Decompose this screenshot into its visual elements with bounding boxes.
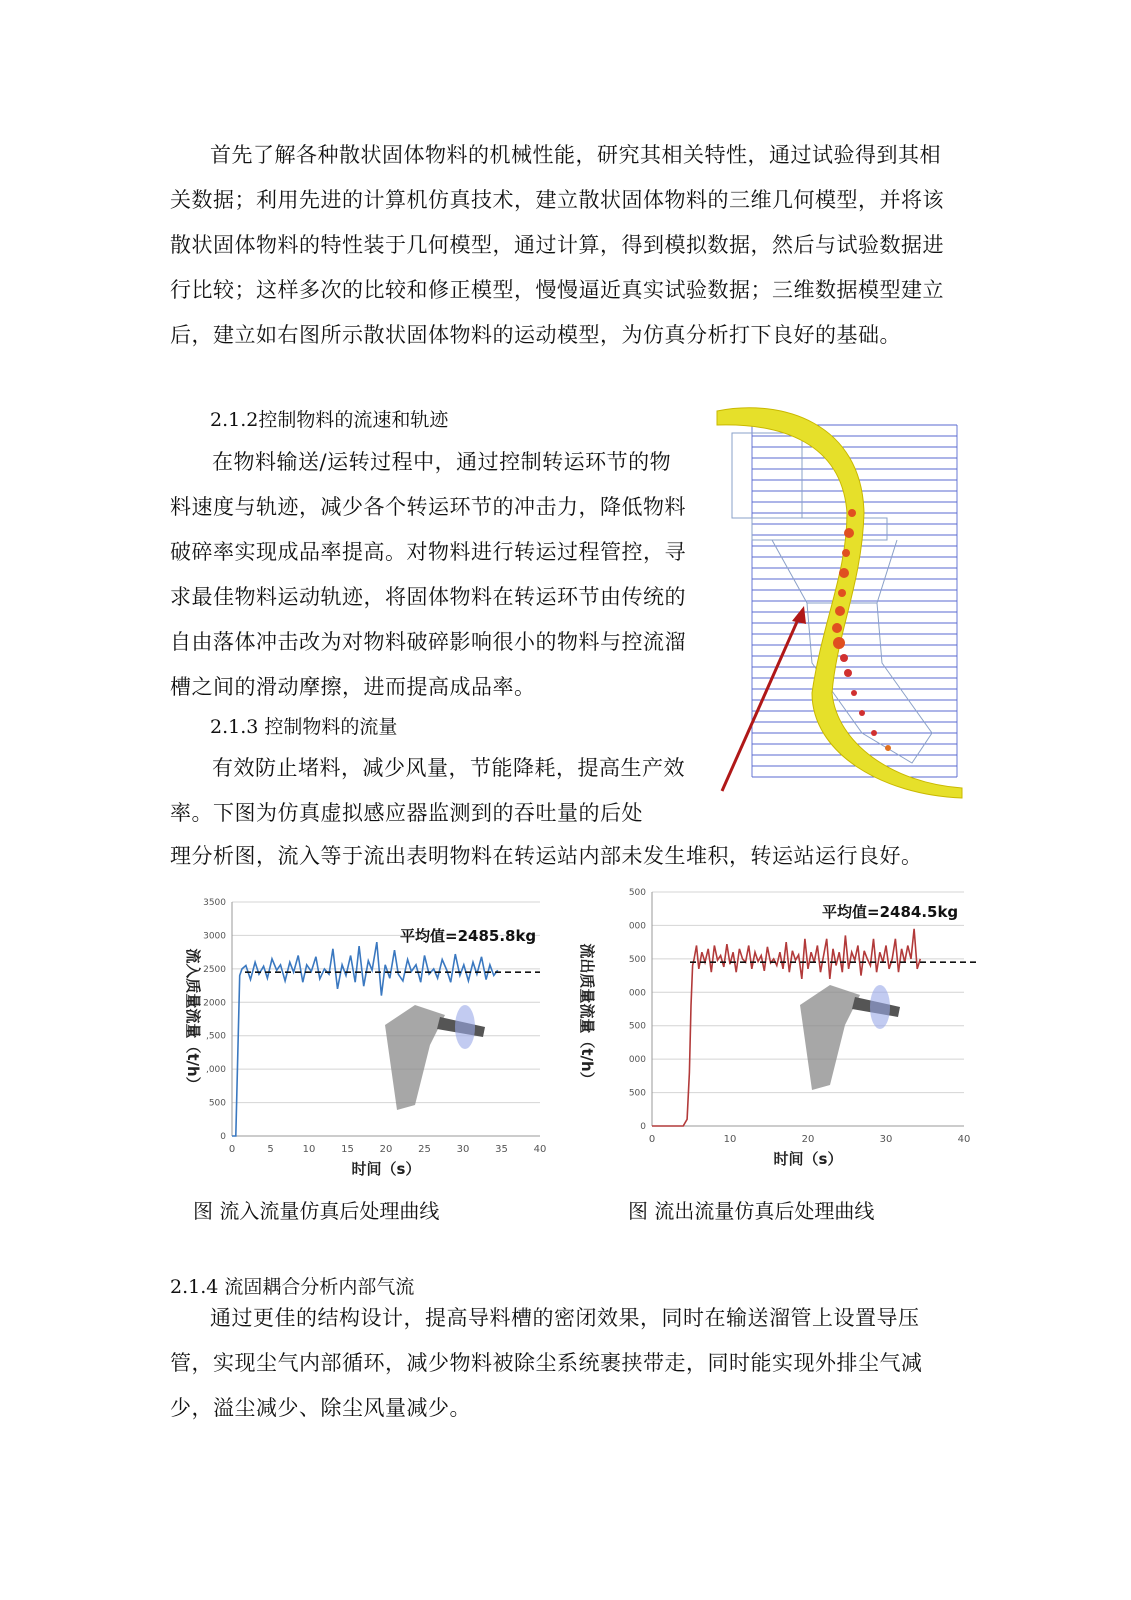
- outflow-caption: 图 流出流量仿真后处理曲线: [628, 1199, 875, 1223]
- y-tick-label: 500: [208, 1098, 226, 1109]
- x-tick-label: 0: [648, 1134, 656, 1145]
- inflow-caption: 图 流入流量仿真后处理曲线: [193, 1199, 440, 1223]
- sensor-plane: [870, 985, 890, 1029]
- heading-2-1-2: 2.1.2控制物料的流速和轨迹: [210, 409, 449, 431]
- y-tick-label: 500: [628, 1021, 646, 1032]
- sensor-plane: [455, 1005, 475, 1049]
- y-tick-label: 2500: [203, 964, 226, 975]
- x-tick-label: 5: [267, 1144, 274, 1155]
- y-tick-label: 500: [628, 888, 646, 898]
- chute-simulation-figure: [712, 403, 962, 798]
- y-tick-label: 3500: [203, 898, 226, 908]
- x-tick-label: 20: [801, 1134, 815, 1145]
- inflow-chart: [170, 885, 570, 1195]
- heading-2-1-3: 2.1.3 控制物料的流量: [210, 716, 398, 738]
- flow-rate-paragraph-a: 有效防止堵料，减少风量，节能降耗，提高生产效率。下图为仿真虚拟感应器监测到的吞吐量的后处: [170, 756, 685, 825]
- heading-2-1-4: 2.1.4 流固耦合分析内部气流: [170, 1276, 415, 1298]
- x-axis-label: 时间（s）: [351, 1160, 421, 1178]
- airflow-paragraph: 通过更佳的结构设计，提高导料槽的密闭效果，同时在输送溜管上设置导压管，实现尘气内部循环，减少物料被除尘系统裹挟带走，同时能实现外排尘气减少，溢尘减少、除尘风量减少。: [170, 1306, 923, 1420]
- y-tick-label: ,500: [205, 1031, 226, 1042]
- x-tick-label: 30: [456, 1144, 470, 1155]
- x-tick-label: 20: [379, 1144, 393, 1155]
- outflow-chart: [578, 880, 990, 1190]
- x-tick-label: 30: [879, 1134, 893, 1145]
- mean-annotation: 平均值=2484.5kg: [822, 903, 959, 921]
- geometry-body: [800, 985, 860, 1090]
- y-tick-label: 2000: [203, 998, 226, 1009]
- x-tick-label: 10: [723, 1134, 737, 1145]
- y-tick-label: 500: [628, 954, 646, 965]
- y-tick-label: 0: [640, 1122, 646, 1132]
- x-tick-label: 0: [228, 1144, 236, 1155]
- mean-annotation: 平均值=2485.8kg: [400, 927, 537, 945]
- x-tick-label: 40: [533, 1144, 547, 1155]
- x-tick-label: 15: [341, 1144, 354, 1155]
- x-tick-label: 25: [418, 1144, 431, 1155]
- geometry-body: [385, 1005, 445, 1110]
- y-tick-label: 500: [628, 1088, 646, 1099]
- y-tick-label: ,000: [205, 1065, 226, 1076]
- y-axis-label: 流入质量流量（t/h）: [184, 948, 202, 1092]
- y-tick-label: 0: [220, 1132, 226, 1142]
- x-tick-label: 10: [302, 1144, 316, 1155]
- flow-speed-paragraph: 在物料输送/运转过程中，通过控制转运环节的物料速度与轨迹，减少各个转运环节的冲击力，降低物料破碎率实现成品率提高。对物料进行转运过程管控，寻求最佳物料运动轨迹，将固体物料在转运环节由传统的自由落体冲击改为对物料破碎影响很小的物料与控流溜槽之间的滑动摩擦，进而提高成品率。: [170, 450, 686, 699]
- intro-paragraph: 首先了解各种散状固体物料的机械性能，研究其相关特性，通过试验得到其相关数据；利用先进的计算机仿真技术，建立散状固体物料的三维几何模型，并将该散状固体物料的特性装于几何模型，通过计算，得到模拟数据，然后与试验数据进行比较；这样多次的比较和修正模型，慢慢逼近真实试验数据；三维数据模型建立后，建立如右图所示散状固体物料的运动模型，为仿真分析打下良好的基础。: [170, 143, 944, 347]
- y-tick-label: 000: [628, 988, 646, 999]
- inset-geometry-image: [385, 1005, 485, 1110]
- y-tick-label: 000: [628, 921, 646, 932]
- x-tick-label: 35: [495, 1144, 508, 1155]
- y-tick-label: 3000: [203, 931, 226, 942]
- y-axis-label: 流出质量流量（t/h）: [578, 943, 596, 1087]
- x-tick-label: 40: [957, 1134, 971, 1145]
- inset-geometry-image: [800, 985, 900, 1090]
- y-tick-label: 000: [628, 1055, 646, 1066]
- x-axis-label: 时间（s）: [773, 1150, 843, 1168]
- flow-rate-paragraph-b: 理分析图，流入等于流出表明物料在转运站内部未发生堆积，转运站运行良好。: [170, 844, 923, 868]
